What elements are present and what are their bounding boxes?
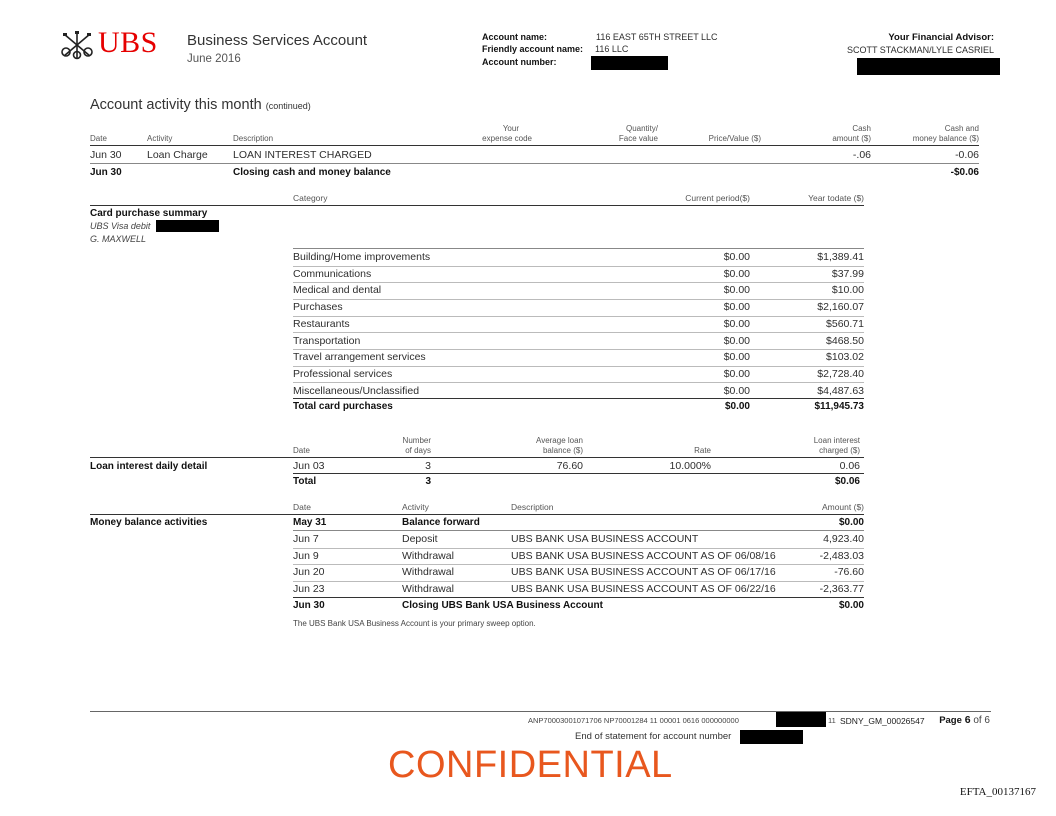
loan-total-charged: $0.06 <box>834 476 860 487</box>
section-title-suffix: (continued) <box>265 101 311 111</box>
account-name-value: 116 EAST 65TH STREET LLC <box>596 32 718 42</box>
card-total-rule <box>293 398 864 399</box>
section-title-main: Account activity this month <box>90 97 262 113</box>
closing-date: Jun 30 <box>90 167 122 178</box>
money-row-activity: Withdrawal <box>402 549 454 562</box>
card-row-current: $0.00 <box>723 267 750 280</box>
money-closing-activity: Closing UBS Bank USA Business Account <box>402 600 603 611</box>
loan-total-rule <box>293 473 864 474</box>
loan-col-charged-2: charged ($) <box>819 446 860 455</box>
activity-row-description: LOAN INTEREST CHARGED <box>233 149 372 161</box>
brand-logo-text: UBS <box>98 26 158 59</box>
loan-header-rule <box>90 457 864 458</box>
card-row-current: $0.00 <box>723 301 750 314</box>
money-opening-rule <box>293 530 864 531</box>
card-row-rule <box>293 266 864 267</box>
loan-col-avg-1: Average loan <box>536 436 583 445</box>
loan-col-rate: Rate <box>694 446 711 455</box>
card-row-current: $0.00 <box>723 251 750 263</box>
card-row-category: Building/Home improvements <box>293 251 431 263</box>
col-header-balance-2: money balance ($) <box>912 134 979 143</box>
money-row-description: UBS BANK USA BUSINESS ACCOUNT AS OF 06/17/16 <box>511 566 776 579</box>
card-row-category: Professional services <box>293 367 393 380</box>
card-table-top-rule <box>293 248 864 249</box>
money-opening-date: May 31 <box>293 517 327 528</box>
money-row-amount: -76.60 <box>834 566 864 579</box>
card-holder: G. MAXWELL <box>90 234 147 244</box>
card-row-ytd: $2,160.07 <box>817 301 864 314</box>
activity-row-date: Jun 30 <box>90 149 122 161</box>
redaction-end-account <box>740 730 803 744</box>
card-row-category: Communications <box>293 267 372 280</box>
loan-col-days-1: Number <box>402 436 431 445</box>
card-row-category: Restaurants <box>293 317 350 330</box>
card-row-ytd: $37.99 <box>831 267 864 280</box>
money-row-rule <box>293 564 864 565</box>
loan-total-days: 3 <box>425 476 431 487</box>
col-header-price: Price/Value ($) <box>708 134 761 143</box>
card-row-current: $0.00 <box>723 284 750 297</box>
card-row-current: $0.00 <box>723 334 750 347</box>
account-type-title: Business Services Account <box>187 32 368 49</box>
loan-total-label: Total <box>293 476 317 487</box>
money-row-date: Jun 7 <box>293 533 319 545</box>
card-row-rule <box>293 382 864 383</box>
money-row-description: UBS BANK USA BUSINESS ACCOUNT AS OF 06/22/16 <box>511 583 776 596</box>
sdny-bates-number: SDNY_GM_00026547 <box>840 716 925 726</box>
col-header-expense-1: Your <box>502 124 519 133</box>
money-row-rule <box>293 581 864 582</box>
card-col-category: Category <box>293 193 328 203</box>
money-balance-title: Money balance activities <box>90 517 208 528</box>
loan-col-avg-2: balance ($) <box>542 446 583 455</box>
col-header-description: Description <box>233 134 274 143</box>
card-col-ytd: Year todate ($) <box>808 193 864 203</box>
money-row-activity: Withdrawal <box>402 583 454 596</box>
col-header-cash-1: Cash <box>852 124 871 133</box>
footer-rule <box>90 711 991 712</box>
money-row-amount: 4,923.40 <box>823 533 864 545</box>
card-row-category: Medical and dental <box>293 284 382 297</box>
card-row-rule <box>293 349 864 350</box>
activity-header-rule <box>90 145 979 146</box>
loan-interest-title: Loan interest daily detail <box>90 461 208 472</box>
card-row-ytd: $1,389.41 <box>817 251 864 263</box>
card-col-current: Current period($) <box>685 193 750 203</box>
money-opening-activity: Balance forward <box>402 517 480 528</box>
friendly-name-value: 116 LLC <box>595 44 629 54</box>
closing-description: Closing cash and money balance <box>233 167 391 178</box>
money-row-date: Jun 20 <box>293 566 325 579</box>
friendly-name-label: Friendly account name: <box>482 44 584 54</box>
activity-row-activity: Loan Charge <box>147 149 208 161</box>
loan-row-rate: 10.000% <box>669 460 711 472</box>
end-of-statement: End of statement for account number <box>575 731 732 742</box>
col-header-quantity-2: Face value <box>618 134 658 143</box>
card-row-category: Purchases <box>293 301 343 314</box>
money-row-rule <box>293 548 864 549</box>
col-header-activity: Activity <box>147 134 173 143</box>
card-row-category: Miscellaneous/Unclassified <box>293 384 420 397</box>
loan-col-date: Date <box>293 446 310 455</box>
card-row-ytd: $468.50 <box>826 334 864 347</box>
money-row-amount: -2,483.03 <box>819 549 864 562</box>
card-row-current: $0.00 <box>723 317 750 330</box>
ubs-keys-logo-icon <box>60 30 94 60</box>
card-row-rule <box>293 332 864 333</box>
money-col-activity: Activity <box>402 502 429 512</box>
loan-col-charged-1: Loan interest <box>813 436 860 445</box>
footer-code-tail: 11 <box>828 716 836 725</box>
money-closing-rule <box>293 597 864 598</box>
page-indicator <box>939 714 990 726</box>
money-row-description: UBS BANK USA BUSINESS ACCOUNT <box>511 533 699 545</box>
money-row-activity: Withdrawal <box>402 566 454 579</box>
money-header-rule <box>90 514 864 515</box>
card-row-ytd: $2,728.40 <box>817 367 864 380</box>
card-row-current: $0.00 <box>723 384 750 397</box>
advisor-names: SCOTT STACKMAN/LYLE CASRIEL <box>846 45 994 55</box>
money-row-date: Jun 9 <box>293 549 319 562</box>
col-header-quantity-1: Quantity/ <box>625 124 658 133</box>
money-col-date: Date <box>293 502 311 512</box>
account-number-label: Account number: <box>482 57 557 67</box>
col-header-balance-1: Cash and <box>944 124 979 133</box>
redaction-advisor-info <box>857 58 1000 75</box>
card-row-rule <box>293 366 864 367</box>
col-header-date: Date <box>90 134 107 143</box>
card-total-current: $0.00 <box>724 401 750 412</box>
activity-row-balance: -0.06 <box>955 149 979 161</box>
money-closing-date: Jun 30 <box>293 600 325 611</box>
activity-row-rule <box>90 163 979 164</box>
card-total-label: Total card purchases <box>293 401 393 412</box>
card-row-rule <box>293 282 864 283</box>
redaction-card-number <box>156 220 219 232</box>
card-row-rule <box>293 299 864 300</box>
confidential-stamp: CONFIDENTIAL <box>388 744 673 786</box>
col-header-cash-2: amount ($) <box>832 134 871 143</box>
card-total-ytd: $11,945.73 <box>814 401 864 412</box>
sweep-note: The UBS Bank USA Business Account is your primary sweep option. <box>293 619 536 628</box>
card-row-ytd: $10.00 <box>831 284 864 297</box>
money-closing-amount: $0.00 <box>838 600 864 611</box>
page-of: of 6 <box>973 715 990 726</box>
loan-row-charged: 0.06 <box>839 460 860 472</box>
money-row-amount: -2,363.77 <box>819 583 864 596</box>
card-row-ytd: $103.02 <box>826 351 864 364</box>
card-row-category: Transportation <box>293 334 361 347</box>
loan-row-avg: 76.60 <box>556 460 583 472</box>
card-row-current: $0.00 <box>723 351 750 364</box>
col-header-expense-2: expense code <box>482 134 532 143</box>
closing-balance: -$0.06 <box>950 167 979 178</box>
advisor-label: Your Financial Advisor: <box>888 32 994 43</box>
redaction-account-number <box>591 56 668 70</box>
money-row-activity: Deposit <box>402 533 438 545</box>
page-label: Page <box>939 715 962 726</box>
footer-code-line: ANP70003001071706 NP70001284 11 00001 0616 000000000 <box>528 716 739 725</box>
redaction-footer-code <box>776 712 826 727</box>
loan-row-days: 3 <box>425 460 431 472</box>
card-line: UBS Visa debit <box>90 221 151 231</box>
card-summary-title: Card purchase summary <box>90 208 208 219</box>
efta-number: EFTA_00137167 <box>959 786 1036 798</box>
loan-col-days-2: of days <box>405 446 431 455</box>
account-name-label: Account name: <box>482 32 548 42</box>
money-row-description: UBS BANK USA BUSINESS ACCOUNT AS OF 06/08/16 <box>511 549 776 562</box>
money-opening-amount: $0.00 <box>838 517 864 528</box>
card-row-ytd: $560.71 <box>826 317 864 330</box>
statement-period: June 2016 <box>187 53 241 65</box>
card-row-category: Travel arrangement services <box>293 351 426 364</box>
page-number: 6 <box>964 714 971 726</box>
money-row-date: Jun 23 <box>293 583 325 596</box>
card-header-rule <box>90 205 864 206</box>
section-title <box>90 97 311 113</box>
loan-row-date: Jun 03 <box>293 460 325 472</box>
money-col-amount: Amount ($) <box>821 502 864 512</box>
money-col-description: Description <box>511 502 554 512</box>
card-row-current: $0.00 <box>723 367 750 380</box>
activity-row-cash: -.06 <box>852 149 871 161</box>
card-row-rule <box>293 316 864 317</box>
card-row-ytd: $4,487.63 <box>817 384 864 397</box>
